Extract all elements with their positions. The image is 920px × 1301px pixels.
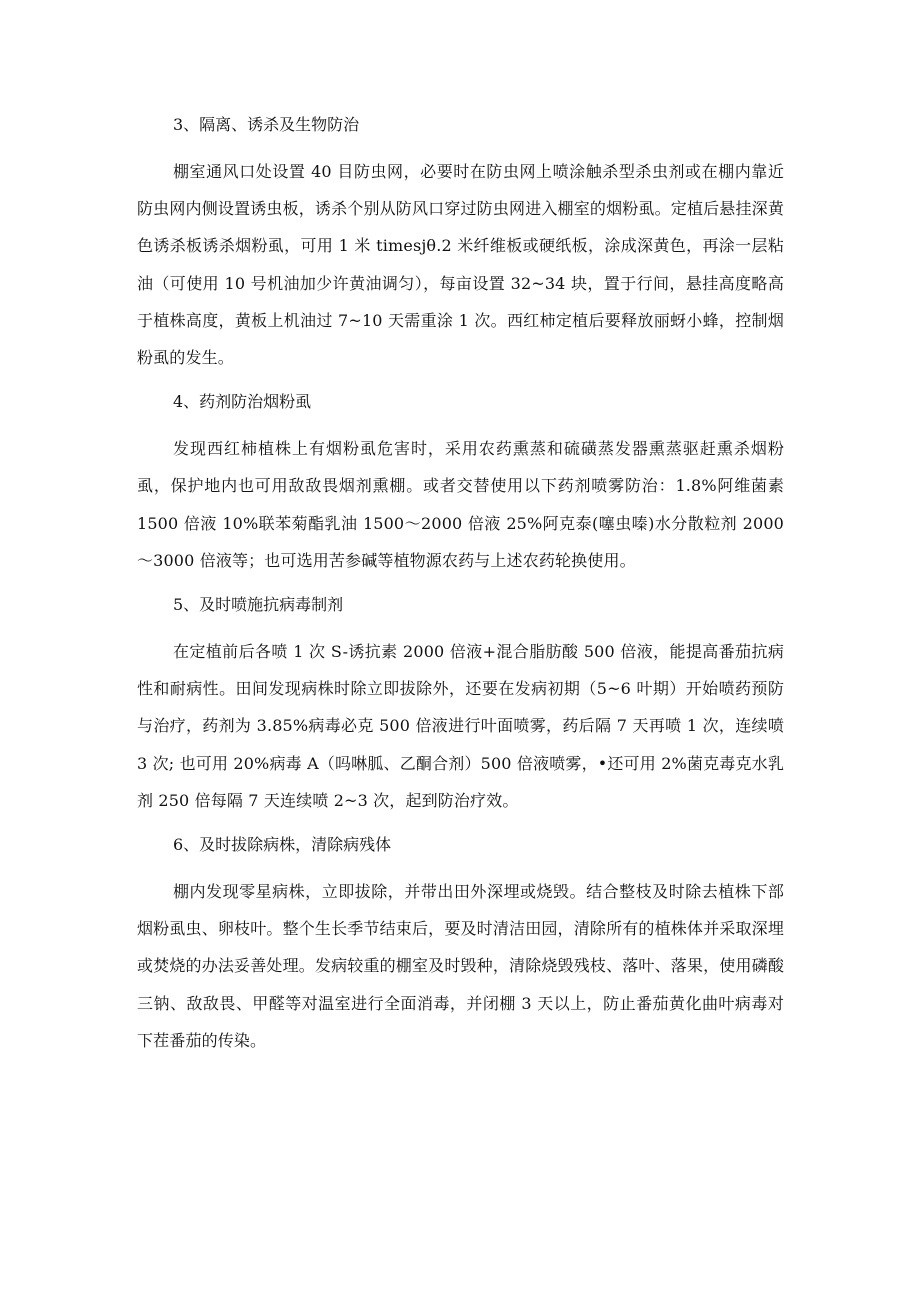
section-remove-diseased-plants <box>137 834 784 1059</box>
section-paragraph: 发现西红柿植株上有烟粉虱危害时，采用农药熏蒸和硫磺蒸发器熏蒸驱赶熏杀烟粉虱，保护地内也可用敌敌畏烟剂熏棚。或者交替使用以下药剂喷雾防治：1.8%阿维菌素 1500 倍液 10%联苯菊酯乳油 1500～2000 倍液 25%阿克泰(噻虫嗪)水分散粒剂 2000～3000 倍液等；也可选用苦参碱等植物源农药与上述农药轮换使用。 <box>137 439 784 570</box>
section-heading: 4、药剂防治烟粉虱 <box>173 392 312 412</box>
document-body <box>137 114 784 1074</box>
section-paragraph: 棚内发现零星病株，立即拔除，并带出田外深埋或烧毁。结合整枝及时除去植株下部烟粉虱虫、卵枝叶。整个生长季节结束后，要及时清洁田园，清除所有的植株体并采取深埋或焚烧的办法妥善处理。发病较重的棚室及时毁种，清除烧毁残枝、落叶、落果，使用磷酸三钠、敌敌畏、甲醛等对温室进行全面消毒，并闭棚 3 天以上，防止番茄黄化曲叶病毒对下茬番茄的传染。 <box>137 882 784 1050</box>
section-isolation-trapping <box>137 114 784 376</box>
section-paragraph: 在定植前后各喷 1 次 S-诱抗素 2000 倍液+混合脂肪酸 500 倍液，能提高番茄抗病性和耐病性。田间发现病株时除立即拔除外，还要在发病初期（5~6 叶期）开始喷药预防与治疗，药剂为 3.85%病毒必克 500 倍液进行叶面喷雾，药后隔 7 天再喷 1 次，连续喷 3 次; 也可用 20%病毒 A（吗啉胍、乙酮合剂）500 倍液喷雾，•还可用 2%菌克毒克水乳剂 250 倍每隔 7 天连续喷 2~3 次，起到防治疗效。 <box>137 642 784 810</box>
section-chemical-control <box>137 391 784 579</box>
section-paragraph: 棚室通风口处设置 40 目防虫网，必要时在防虫网上喷涂触杀型杀虫剂或在棚内靠近防虫网内侧设置诱虫板，诱杀个别从防风口穿过防虫网进入棚室的烟粉虱。定植后悬挂深黄色诱杀板诱杀烟粉虱，可用 1 米 timesjθ.2 米纤维板或硬纸板，涂成深黄色，再涂一层粘油（可使用 10 号机油加少许黄油调匀），每亩设置 32~34 块，置于行间，悬挂高度略高于植株高度，黄板上机油过 7~10 天需重涂 1 次。西红柿定植后要释放丽蚜小蜂，控制烟粉虱的发生。 <box>137 162 784 368</box>
section-heading: 3、隔离、诱杀及生物防治 <box>173 115 360 134</box>
section-heading: 5、及时喷施抗病毒制剂 <box>173 595 344 615</box>
section-heading: 6、及时拔除病株，清除病残体 <box>173 835 392 855</box>
section-antiviral-spray <box>137 594 784 819</box>
